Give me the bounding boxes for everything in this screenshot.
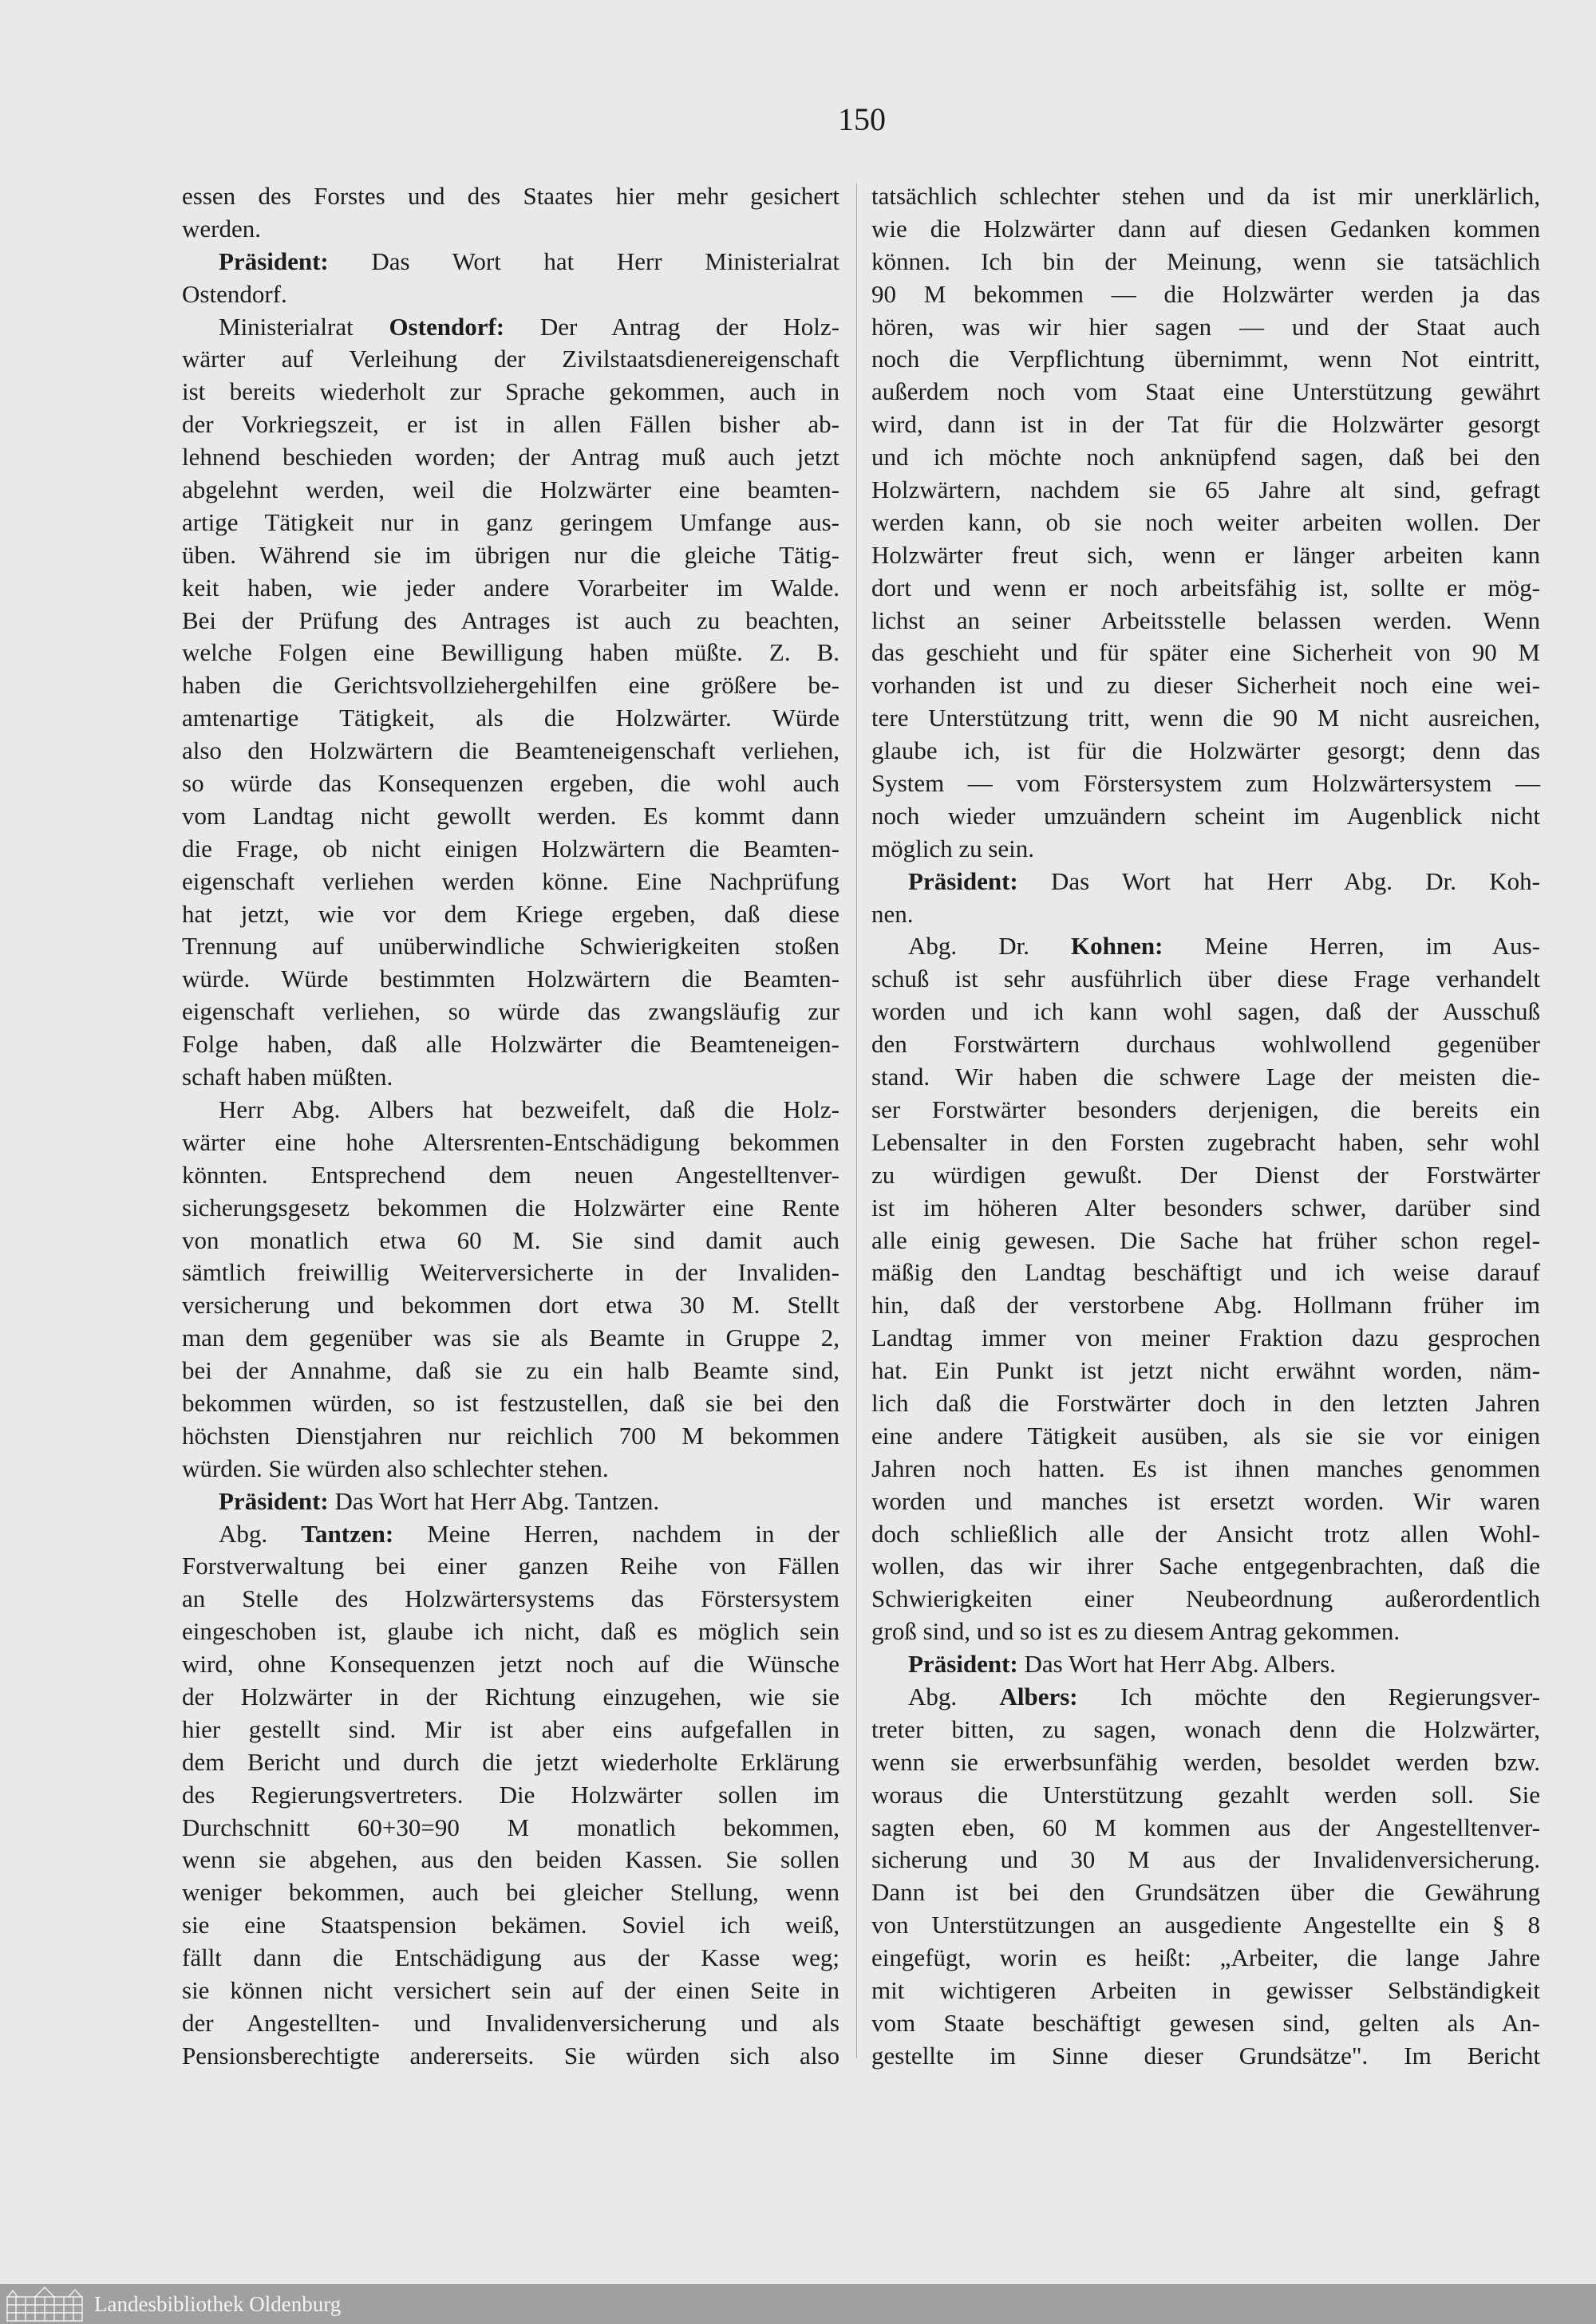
text-segment: dort und wenn er noch arbeitsfähig ist, sollte er mög-	[871, 573, 1540, 602]
text-segment: Durchschnitt 60+30=90 M monatlich bekommen,	[182, 1813, 839, 1841]
text-segment: glaube ich, ist für die Holzwärter gesorgt; denn das	[871, 736, 1540, 765]
text-segment: Landtag immer von meiner Fraktion dazu gesprochen	[871, 1324, 1540, 1352]
text-line	[182, 800, 839, 833]
text-segment: von monatlich etwa 60 M. Sie sind damit auch	[182, 1225, 839, 1254]
text-segment: und ich möchte noch anknüpfend sagen, daß bei den	[871, 443, 1540, 472]
text-segment: Abg. Dr.	[908, 932, 1072, 961]
text-segment: schaft haben müßten.	[182, 1063, 393, 1091]
text-line	[871, 376, 1540, 408]
text-segment: können. Ich bin der Meinung, wenn sie tatsächlich	[871, 247, 1540, 275]
text-line	[871, 474, 1540, 507]
text-segment: wollen, das wir ihrer Sache entgegenbrachten, daß die	[871, 1552, 1540, 1580]
text-segment: wird, dann ist in der Tat für die Holzwärter gesorgt	[871, 410, 1540, 439]
text-segment: der Angestellten- und Invalidenversicherung und als	[182, 2008, 839, 2037]
text-segment: Das Wort hat Herr Abg. Albers.	[1017, 1650, 1336, 1679]
text-line	[871, 539, 1540, 572]
text-line	[871, 1420, 1540, 1453]
text-segment: des Regierungsvertreters. Die Holzwärter sollen im	[182, 1780, 839, 1809]
text-segment: lehnend beschieden worden; der Antrag muß auch jetzt	[182, 443, 839, 472]
text-segment: Dann ist bei den Grundsätzen über die Gewährung	[871, 1878, 1540, 1907]
text-line	[182, 1420, 839, 1453]
library-footer	[0, 2284, 1596, 2324]
text-line	[871, 963, 1540, 996]
text-segment: Lebensalter in den Forsten zugebracht haben, sehr wohl	[871, 1127, 1540, 1156]
text-line	[182, 1942, 839, 1975]
text-line	[871, 343, 1540, 376]
text-line	[871, 1648, 1540, 1681]
text-line	[871, 1616, 1540, 1648]
text-segment: wird, ohne Konsequenzen jetzt noch auf die Wünsche	[182, 1650, 839, 1679]
text-line	[182, 376, 839, 408]
text-line	[871, 1257, 1540, 1289]
text-line	[871, 1714, 1540, 1746]
text-segment: den Forstwärtern durchaus wohlwollend gegenüber	[871, 1030, 1540, 1059]
text-line	[182, 669, 839, 702]
text-line	[182, 1028, 839, 1061]
text-segment: fällt dann die Entschädigung aus der Kasse weg;	[182, 1943, 839, 1972]
text-line	[182, 539, 839, 572]
text-segment: werden.	[182, 214, 261, 243]
text-segment: Der Antrag der Holz-	[504, 312, 839, 341]
text-line	[182, 2040, 839, 2073]
text-line	[871, 1876, 1540, 1909]
speaker-name: Kohnen:	[1071, 932, 1163, 961]
speaker-name: Tantzen:	[301, 1519, 394, 1548]
text-segment: man dem gegenüber was sie als Beamte in Gruppe 2,	[182, 1324, 839, 1352]
text-segment: üben. Während sie im übrigen nur die gleiche Tätig-	[182, 540, 839, 569]
text-line	[871, 1192, 1540, 1225]
text-line	[182, 1453, 839, 1486]
speaker-name: Ostendorf:	[389, 312, 505, 341]
text-segment: eine andere Tätigkeit ausüben, als sie sie vor einigen	[871, 1421, 1540, 1450]
speaker-name: Albers:	[999, 1682, 1078, 1710]
text-line	[182, 2007, 839, 2040]
text-segment: Bei der Prüfung des Antrages ist auch zu beachten,	[182, 606, 839, 634]
text-line	[871, 1159, 1540, 1192]
text-segment: artige Tätigkeit nur in ganz geringem Umfange aus-	[182, 507, 839, 536]
text-segment: weniger bekommen, auch bei gleicher Stellung, wenn	[182, 1878, 839, 1907]
text-line	[182, 1909, 839, 1942]
text-segment: wie die Holzwärter dann auf diesen Gedanken kommen	[871, 214, 1540, 243]
text-segment: zu würdigen gewußt. Der Dienst der Forstwärter	[871, 1160, 1540, 1189]
text-segment: ser Forstwärter besonders derjenigen, die bereits ein	[871, 1095, 1540, 1123]
text-line	[182, 278, 839, 311]
text-line	[871, 1486, 1540, 1518]
text-segment: würde. Würde bestimmten Holzwärtern die Beamten-	[182, 965, 839, 993]
text-segment: 90 M bekommen — die Holzwärter werden ja das	[871, 279, 1540, 308]
text-line	[871, 1225, 1540, 1257]
text-line	[182, 996, 839, 1028]
text-segment: eigenschaft verliehen werden könne. Eine Nachprüfung	[182, 866, 839, 895]
text-line	[871, 180, 1540, 213]
text-segment: hat jetzt, wie vor dem Kriege ergeben, daß diese	[182, 899, 839, 928]
text-segment: alle einig gewesen. Die Sache hat früher schon regel-	[871, 1225, 1540, 1254]
text-line	[871, 2007, 1540, 2040]
text-segment: lichst an seiner Arbeitsstelle belassen werden. Wenn	[871, 606, 1540, 634]
text-segment: außerdem noch vom Staat eine Unterstützung gewährt	[871, 377, 1540, 406]
text-segment: Meine Herren, nachdem in der	[393, 1519, 839, 1548]
text-segment: Folge haben, daß alle Holzwärter die Beamteneigen-	[182, 1030, 839, 1059]
text-segment: stand. Wir haben die schwere Lage der meisten die-	[871, 1063, 1540, 1091]
text-segment: mit wichtigeren Arbeiten in gewisser Selbständigkeit	[871, 1975, 1540, 2004]
text-segment: so würde das Konsequenzen ergeben, die wohl auch	[182, 769, 839, 798]
text-segment: an Stelle des Holzwärtersystems das Förstersystem	[182, 1584, 839, 1613]
text-line	[182, 1876, 839, 1909]
text-segment: Ich möchte den Regierungsver-	[1077, 1682, 1540, 1710]
text-segment: amtenartige Tätigkeit, als die Holzwärter. Würde	[182, 704, 839, 732]
text-line	[871, 1812, 1540, 1845]
text-segment: System — vom Förstersystem zum Holzwärtersystem —	[871, 769, 1540, 798]
text-segment: Herr Abg. Albers hat bezweifelt, daß die Holz-	[219, 1095, 839, 1123]
text-line	[871, 1126, 1540, 1159]
text-line	[871, 1909, 1540, 1942]
text-line	[182, 1648, 839, 1681]
text-segment: Abg.	[219, 1519, 302, 1548]
text-line	[871, 1289, 1540, 1322]
text-line	[182, 735, 839, 767]
text-line	[871, 246, 1540, 278]
text-line	[182, 702, 839, 735]
text-line	[182, 572, 839, 605]
text-segment: worden und ich kann wohl sagen, daß der Ausschuß	[871, 997, 1540, 1026]
text-segment: Das Wort hat Herr Abg. Dr. Koh-	[1017, 866, 1540, 895]
text-line	[182, 474, 839, 507]
text-line	[871, 637, 1540, 669]
text-line	[182, 1714, 839, 1746]
text-line	[871, 1453, 1540, 1486]
text-line	[182, 1550, 839, 1583]
text-line	[871, 213, 1540, 246]
text-segment: Schwierigkeiten einer Neubeordnung außerordentlich	[871, 1584, 1540, 1613]
text-segment: möglich zu sein.	[871, 834, 1035, 862]
text-line	[182, 1746, 839, 1779]
text-segment: also den Holzwärtern die Beamteneigenschaft verliehen,	[182, 736, 839, 765]
text-line	[182, 1322, 839, 1355]
text-line	[871, 441, 1540, 474]
text-segment: eingefügt, worin es heißt: „Arbeiter, die lange Jahre	[871, 1943, 1540, 1972]
text-line	[871, 507, 1540, 539]
text-line	[182, 833, 839, 866]
text-segment: der Holzwärter in der Richtung einzugehen, wie sie	[182, 1682, 839, 1710]
text-segment: mäßig den Landtag beschäftigt und ich weise darauf	[871, 1258, 1540, 1287]
text-line	[871, 1550, 1540, 1583]
text-segment: essen des Forstes und des Staates hier mehr gesichert	[182, 182, 839, 210]
text-segment: schuß ist sehr ausführlich über diese Frage verhandelt	[871, 965, 1540, 993]
text-segment: würden. Sie würden also schlechter stehen.	[182, 1454, 609, 1482]
text-segment: von Unterstützungen an ausgediente Angestellte ein § 8	[871, 1911, 1540, 1939]
text-segment: vom Landtag nicht gewollt werden. Es kommt dann	[182, 801, 839, 830]
text-segment: Jahren noch hatten. Es ist ihnen manches genommen	[871, 1454, 1540, 1482]
text-segment: vorhanden ist und zu dieser Sicherheit noch eine wei-	[871, 671, 1540, 700]
left-text-column	[182, 180, 839, 2073]
text-line	[871, 1583, 1540, 1616]
text-line	[871, 1518, 1540, 1551]
text-line	[182, 866, 839, 898]
text-segment: welche Folgen eine Bewilligung haben müßte. Z. B.	[182, 638, 839, 667]
text-segment: Ministerialrat	[219, 312, 389, 341]
text-segment: Pensionsberechtigte andererseits. Sie würden sich also	[182, 2041, 839, 2070]
text-line	[871, 311, 1540, 344]
text-line	[182, 1583, 839, 1616]
text-line	[182, 1779, 839, 1812]
text-segment: dem Bericht und durch die jetzt wiederholte Erklärung	[182, 1747, 839, 1776]
text-segment: das geschieht und für später eine Sicherheit von 90 M	[871, 638, 1540, 667]
text-segment: Holzwärter freut sich, wenn er länger arbeiten kann	[871, 540, 1540, 569]
text-segment: eigenschaft verliehen, so würde das zwangsläufig zur	[182, 997, 839, 1026]
text-segment: Abg.	[908, 1682, 1000, 1710]
text-segment: höchsten Dienstjahren nur reichlich 700 M bekommen	[182, 1421, 839, 1450]
text-segment: treter bitten, zu sagen, wonach denn die Holzwärter,	[871, 1714, 1540, 1743]
library-name: Landesbibliothek Oldenburg	[94, 2292, 342, 2316]
text-line	[182, 1192, 839, 1225]
text-line	[871, 1746, 1540, 1779]
text-segment: versicherung und bekommen dort etwa 30 M. Stellt	[182, 1291, 839, 1320]
speaker-name: Präsident:	[908, 1650, 1018, 1679]
text-segment: bei der Annahme, daß sie zu ein halb Beamte sind,	[182, 1356, 839, 1385]
text-line	[182, 311, 839, 344]
text-segment: wenn sie erwerbsunfähig werden, besoldet werden bzw.	[871, 1747, 1540, 1776]
text-line	[871, 1355, 1540, 1387]
text-line	[871, 669, 1540, 702]
text-line	[871, 1681, 1540, 1714]
text-line	[871, 1094, 1540, 1126]
text-line	[871, 1028, 1540, 1061]
text-line	[182, 1975, 839, 2007]
text-segment: werden kann, ob sie noch weiter arbeiten wollen. Der	[871, 507, 1540, 536]
text-line	[182, 930, 839, 963]
text-line	[182, 1289, 839, 1322]
text-line	[182, 1126, 839, 1159]
text-segment: doch schließlich alle der Ansicht trotz allen Wohl-	[871, 1519, 1540, 1548]
text-segment: bekommen würden, so ist festzustellen, daß sie bei den	[182, 1388, 839, 1417]
text-line	[182, 1387, 839, 1420]
text-segment: worden und manches ist ersetzt worden. Wir waren	[871, 1486, 1540, 1515]
text-line	[871, 800, 1540, 833]
text-line	[182, 637, 839, 669]
text-segment: ist im höheren Alter besonders schwer, darüber sind	[871, 1193, 1540, 1221]
text-segment: eingeschoben ist, glaube ich nicht, daß es möglich sein	[182, 1617, 839, 1646]
text-line	[871, 833, 1540, 866]
text-segment: sagten eben, 60 M kommen aus der Angestelltenver-	[871, 1813, 1540, 1841]
text-segment: Meine Herren, im Aus-	[1163, 932, 1541, 961]
text-segment: der Vorkriegszeit, er ist in allen Fällen bisher ab-	[182, 410, 839, 439]
speaker-name: Präsident:	[908, 866, 1018, 895]
text-line	[871, 572, 1540, 605]
text-segment: vom Staate beschäftigt gewesen sind, gelten als An-	[871, 2008, 1540, 2037]
page-number: 150	[838, 101, 886, 137]
text-line	[182, 1159, 839, 1192]
text-line	[182, 408, 839, 441]
text-segment: gestellte im Sinne dieser Grundsätze". Im Bericht	[871, 2041, 1540, 2070]
text-segment: wärter auf Verleihung der Zivilstaatsdienereigenschaft	[182, 345, 839, 373]
text-segment: haben die Gerichtsvollziehergehilfen eine größere be-	[182, 671, 839, 700]
text-segment: ist bereits wiederholt zur Sprache gekommen, auch in	[182, 377, 839, 406]
text-segment: noch die Verpflichtung übernimmt, wenn Not eintritt,	[871, 345, 1540, 373]
text-line	[871, 898, 1540, 931]
text-line	[871, 1779, 1540, 1812]
library-building-logo-icon	[5, 2286, 85, 2322]
text-line	[871, 278, 1540, 311]
text-line	[182, 1812, 839, 1845]
text-segment: woraus die Unterstützung gezahlt werden soll. Sie	[871, 1780, 1540, 1809]
text-segment: sicherungsgesetz bekommen die Holzwärter eine Rente	[182, 1193, 839, 1221]
text-segment: hier gestellt sind. Mir ist aber eins aufgefallen in	[182, 1714, 839, 1743]
text-segment: Das Wort hat Herr Ministerialrat	[328, 247, 839, 275]
right-text-column	[871, 180, 1540, 2073]
text-line	[182, 1486, 839, 1518]
speaker-name: Präsident:	[219, 1486, 329, 1515]
column-divider	[856, 183, 857, 2058]
text-line	[182, 1616, 839, 1648]
text-segment: hin, daß der verstorbene Abg. Hollmann früher im	[871, 1291, 1540, 1320]
text-line	[871, 735, 1540, 767]
text-line	[182, 1225, 839, 1257]
text-line	[182, 1094, 839, 1126]
text-line	[182, 507, 839, 539]
text-segment: könnten. Entsprechend dem neuen Angestelltenver-	[182, 1160, 839, 1189]
text-line	[871, 702, 1540, 735]
text-line	[871, 767, 1540, 800]
text-segment: hören, was wir hier sagen — und der Staat auch	[871, 312, 1540, 341]
text-line	[182, 1257, 839, 1289]
text-line	[182, 213, 839, 246]
text-segment: sicherung und 30 M aus der Invalidenversicherung.	[871, 1845, 1540, 1874]
text-segment: abgelehnt werden, weil die Holzwärter eine beamten-	[182, 475, 839, 504]
text-segment: Ostendorf.	[182, 279, 287, 308]
text-line	[871, 866, 1540, 898]
text-line	[871, 1387, 1540, 1420]
text-segment: tere Unterstützung tritt, wenn die 90 M nicht ausreichen,	[871, 704, 1540, 732]
text-line	[871, 605, 1540, 637]
text-segment: tatsächlich schlechter stehen und da ist mir unerklärlich,	[871, 182, 1540, 210]
text-line	[182, 963, 839, 996]
text-line	[182, 180, 839, 213]
text-line	[182, 441, 839, 474]
text-line	[182, 1355, 839, 1387]
text-line	[871, 930, 1540, 963]
text-segment: sie eine Staatspension bekämen. Soviel ich weiß,	[182, 1911, 839, 1939]
text-line	[871, 1322, 1540, 1355]
text-line	[871, 1061, 1540, 1094]
text-line	[182, 1681, 839, 1714]
text-segment: Forstverwaltung bei einer ganzen Reihe von Fällen	[182, 1552, 839, 1580]
text-line	[182, 343, 839, 376]
text-line	[871, 1844, 1540, 1876]
text-segment: wärter eine hohe Altersrenten-Entschädigung bekommen	[182, 1127, 839, 1156]
text-segment: keit haben, wie jeder andere Vorarbeiter im Walde.	[182, 573, 839, 602]
text-segment: sie können nicht versichert sein auf der einen Seite in	[182, 1975, 839, 2004]
text-segment: Das Wort hat Herr Abg. Tantzen.	[328, 1486, 660, 1515]
text-segment: hat. Ein Punkt ist jetzt nicht erwähnt worden, näm-	[871, 1356, 1540, 1385]
text-segment: noch wieder umzuändern scheint im Augenblick nicht	[871, 801, 1540, 830]
text-line	[871, 2040, 1540, 2073]
text-segment: lich daß die Forstwärter doch in den letzten Jahren	[871, 1388, 1540, 1417]
text-line	[182, 898, 839, 931]
text-segment: groß sind, und so ist es zu diesem Antrag gekommen.	[871, 1617, 1400, 1646]
speaker-name: Präsident:	[219, 247, 329, 275]
text-line	[871, 1942, 1540, 1975]
text-line	[182, 1061, 839, 1094]
text-line	[871, 996, 1540, 1028]
text-segment: nen.	[871, 899, 914, 928]
text-line	[182, 1518, 839, 1551]
text-segment: Holzwärtern, nachdem sie 65 Jahre alt sind, gefragt	[871, 475, 1540, 504]
text-segment: sämtlich freiwillig Weiterversicherte in der Invaliden-	[182, 1258, 839, 1287]
text-line	[182, 767, 839, 800]
text-segment: wenn sie abgehen, aus den beiden Kassen. Sie sollen	[182, 1845, 839, 1874]
text-line	[871, 408, 1540, 441]
text-segment: die Frage, ob nicht einigen Holzwärtern die Beamten-	[182, 834, 839, 862]
text-line	[182, 246, 839, 278]
text-line	[182, 1844, 839, 1876]
text-line	[182, 605, 839, 637]
text-line	[871, 1975, 1540, 2007]
text-segment: Trennung auf unüberwindliche Schwierigkeiten stoßen	[182, 932, 839, 961]
